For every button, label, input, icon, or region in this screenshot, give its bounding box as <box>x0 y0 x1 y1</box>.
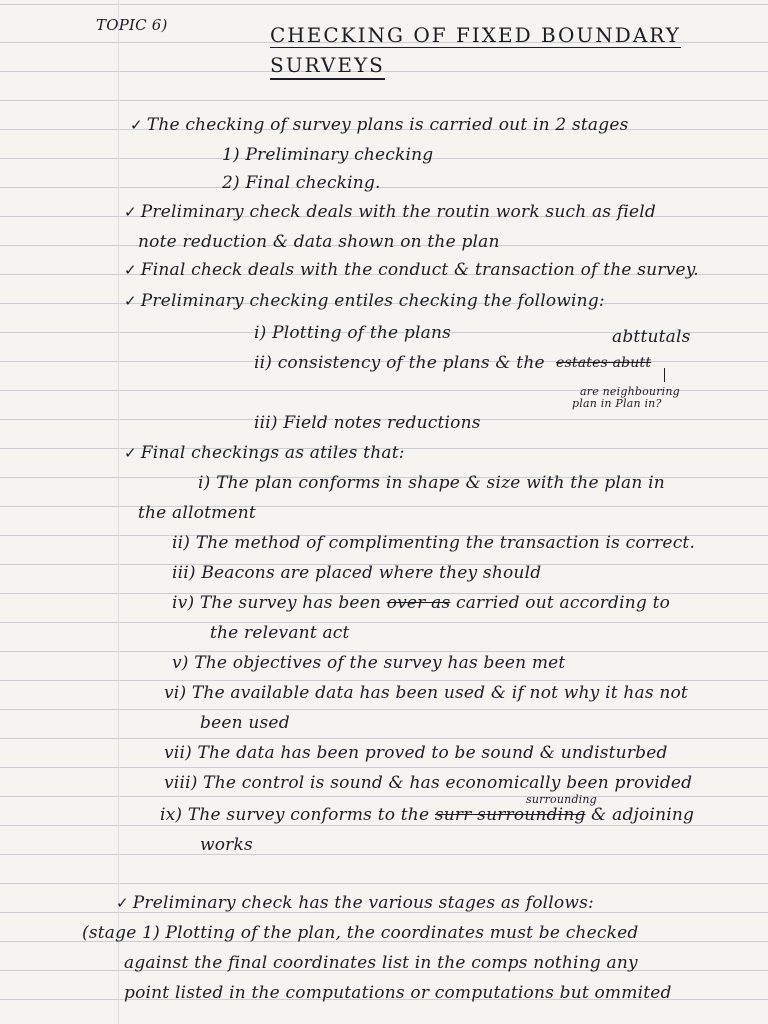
note-line: iii) Field notes reductions <box>254 413 481 433</box>
note-line: ii) consistency of the plans & the <box>254 353 545 373</box>
note-line: i) The plan conforms in shape & size with the plan in <box>198 473 665 493</box>
note-line: iv) The survey has been over as carried out according to <box>172 593 671 613</box>
note-line: ix) The survey conforms to the surr surrounding & adjoining <box>160 805 695 825</box>
note-line: point listed in the computations or computations but ommited <box>124 983 672 1003</box>
check-mark-icon: ✓ <box>130 116 143 134</box>
inline-text: carried out according to <box>456 593 671 613</box>
insert-arrow <box>664 368 665 382</box>
inline-text: & adjoining <box>591 805 695 825</box>
struck-text: estates abutt <box>556 355 652 371</box>
note-line: 1) Preliminary checking <box>222 145 434 165</box>
note-line: i) Plotting of the plans <box>254 323 452 343</box>
note-line: ✓ Preliminary check deals with the routin work such as field <box>124 202 656 222</box>
note-line: the allotment <box>138 503 256 523</box>
page-subtitle <box>270 54 385 76</box>
check-mark-icon: ✓ <box>124 292 137 310</box>
struck-text: surr surrounding <box>434 805 586 825</box>
page-title <box>270 24 681 46</box>
note-line: ✓ The checking of survey plans is carried out in 2 stages <box>130 115 629 135</box>
note-line: against the final coordinates list in the comps nothing any <box>124 953 638 973</box>
note-line: v) The objectives of the survey has been met <box>172 653 566 673</box>
check-mark-icon: ✓ <box>124 203 137 221</box>
title-line-2: SURVEYS <box>270 53 385 80</box>
check-mark-icon: ✓ <box>124 444 137 462</box>
title-line-1: CHECKING OF FIXED BOUNDARY <box>270 23 681 47</box>
note-line: (stage 1) Plotting of the plan, the coordinates must be checked <box>82 923 639 943</box>
note-line: ✓ Final checkings as atiles that: <box>124 443 405 463</box>
note-line: vi) The available data has been used & if not why it has not <box>164 683 688 703</box>
note-line: note reduction & data shown on the plan <box>138 232 500 252</box>
margin-note: are neighbouring <box>580 385 680 398</box>
note-line: works <box>200 835 253 855</box>
note-line: ii) The method of complimenting the transaction is correct. <box>172 533 696 553</box>
note-line: 2) Final checking. <box>222 173 381 193</box>
abuttals-insert: abttutals <box>612 327 691 347</box>
note-line: ✓ Final check deals with the conduct & transaction of the survey. <box>124 260 699 280</box>
check-mark-icon: ✓ <box>124 261 137 279</box>
note-line: ✓ Preliminary check has the various stages as follows: <box>116 893 594 913</box>
note-line: vii) The data has been proved to be sound & undisturbed <box>164 743 668 763</box>
margin-note: plan in Plan in? <box>572 397 662 410</box>
note-line: been used <box>200 713 290 733</box>
note-line: viii) The control is sound & has economically been provided <box>164 773 693 793</box>
insert-above: surrounding <box>526 793 597 806</box>
note-line: ✓ Preliminary checking entiles checking the following: <box>124 291 605 311</box>
check-mark-icon: ✓ <box>116 894 129 912</box>
struck-text: over as <box>386 593 451 613</box>
note-line: the relevant act <box>210 623 350 643</box>
note-line: iii) Beacons are placed where they should <box>172 563 542 583</box>
margin-line <box>118 0 119 1024</box>
topic-label: TOPIC 6) <box>96 16 168 34</box>
